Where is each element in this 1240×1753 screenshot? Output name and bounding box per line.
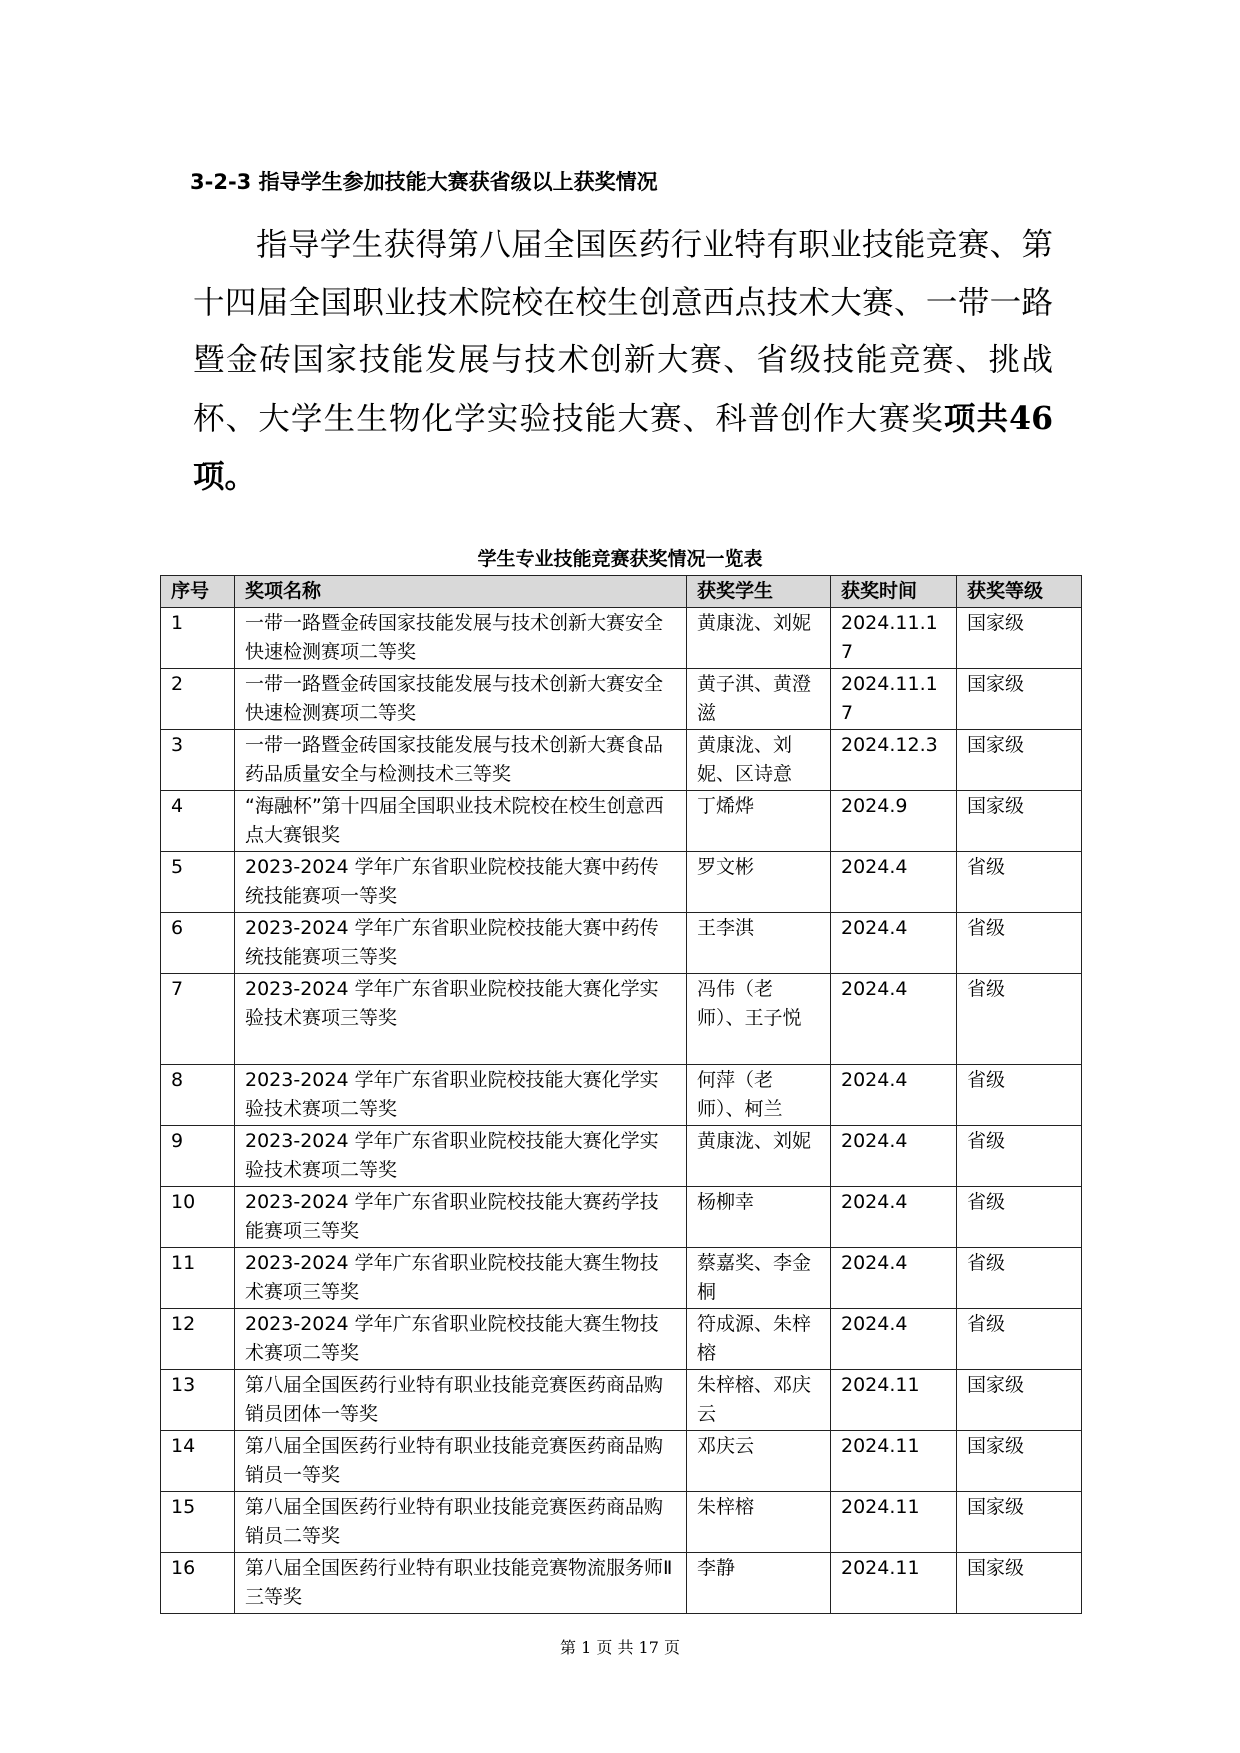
cell-time: 2024.4 — [831, 973, 957, 1064]
cell-time: 2024.11 — [831, 1552, 957, 1613]
table-row — [161, 1430, 1082, 1491]
cell-name: 2023-2024 学年广东省职业院校技能大赛生物技术赛项三等奖 — [235, 1247, 687, 1308]
cell-name: 2023-2024 学年广东省职业院校技能大赛生物技术赛项二等奖 — [235, 1308, 687, 1369]
cell-no: 2 — [161, 668, 235, 729]
table-row — [161, 1369, 1082, 1430]
cell-no: 6 — [161, 912, 235, 973]
table-row — [161, 1491, 1082, 1552]
cell-no: 15 — [161, 1491, 235, 1552]
cell-students: 冯伟（老师）、王子悦 — [687, 973, 831, 1064]
cell-level: 国家级 — [957, 668, 1082, 729]
cell-time: 2024.11 — [831, 1369, 957, 1430]
cell-no: 10 — [161, 1186, 235, 1247]
cell-level: 省级 — [957, 1247, 1082, 1308]
cell-students: 何萍（老师）、柯兰 — [687, 1064, 831, 1125]
cell-name: 第八届全国医药行业特有职业技能竞赛医药商品购销员二等奖 — [235, 1491, 687, 1552]
table-row — [161, 851, 1082, 912]
cell-level: 国家级 — [957, 790, 1082, 851]
cell-name: 第八届全国医药行业特有职业技能竞赛物流服务师Ⅱ三等奖 — [235, 1552, 687, 1613]
table-row — [161, 1125, 1082, 1186]
table-row — [161, 1308, 1082, 1369]
section-heading: 3-2-3 指导学生参加技能大赛获省级以上获奖情况 — [190, 170, 658, 194]
cell-students: 朱梓榕 — [687, 1491, 831, 1552]
cell-time: 2024.11.17 — [831, 668, 957, 729]
cell-no: 7 — [161, 973, 235, 1064]
cell-level: 省级 — [957, 1125, 1082, 1186]
cell-no: 12 — [161, 1308, 235, 1369]
awards-table — [160, 575, 1082, 1614]
cell-time: 2024.12.3 — [831, 729, 957, 790]
cell-students: 蔡嘉奖、李金桐 — [687, 1247, 831, 1308]
cell-name: 2023-2024 学年广东省职业院校技能大赛化学实验技术赛项三等奖 — [235, 973, 687, 1064]
table-row — [161, 1552, 1082, 1613]
table-caption: 学生专业技能竞赛获奖情况一览表 — [477, 548, 763, 570]
cell-time: 2024.4 — [831, 1125, 957, 1186]
intro-body: 指导学生获得第八届全国医药行业特有职业技能竞赛、第十四届全国职业技术院校在校生创意西点技术大赛、一带一路暨金砖国家技能发展与技术创新大赛、省级技能竞赛、挑战杯、大学生生物化学实验技能大赛、科普创作大赛奖 — [193, 227, 1053, 437]
cell-no: 5 — [161, 851, 235, 912]
cell-name: 一带一路暨金砖国家技能发展与技术创新大赛安全快速检测赛项二等奖 — [235, 607, 687, 668]
cell-time: 2024.4 — [831, 851, 957, 912]
cell-name: 2023-2024 学年广东省职业院校技能大赛中药传统技能赛项三等奖 — [235, 912, 687, 973]
table-row — [161, 912, 1082, 973]
cell-level: 省级 — [957, 1064, 1082, 1125]
cell-name: 第八届全国医药行业特有职业技能竞赛医药商品购销员团体一等奖 — [235, 1369, 687, 1430]
cell-level: 国家级 — [957, 1491, 1082, 1552]
cell-students: 邓庆云 — [687, 1430, 831, 1491]
cell-no: 8 — [161, 1064, 235, 1125]
table-row — [161, 973, 1082, 1064]
cell-students: 黄康泷、刘妮、区诗意 — [687, 729, 831, 790]
cell-name: 2023-2024 学年广东省职业院校技能大赛化学实验技术赛项二等奖 — [235, 1064, 687, 1125]
header-name: 奖项名称 — [235, 576, 687, 608]
table-row — [161, 729, 1082, 790]
cell-level: 国家级 — [957, 607, 1082, 668]
cell-level: 国家级 — [957, 1552, 1082, 1613]
cell-students: 符成源、朱梓榕 — [687, 1308, 831, 1369]
cell-students: 王李淇 — [687, 912, 831, 973]
cell-no: 16 — [161, 1552, 235, 1613]
cell-level: 省级 — [957, 912, 1082, 973]
page-footer: 第 1 页 共 17 页 — [560, 1638, 680, 1657]
cell-name: 2023-2024 学年广东省职业院校技能大赛化学实验技术赛项二等奖 — [235, 1125, 687, 1186]
cell-name: “海融杯”第十四届全国职业技术院校在校生创意西点大赛银奖 — [235, 790, 687, 851]
table-row — [161, 1186, 1082, 1247]
cell-students: 丁烯烨 — [687, 790, 831, 851]
cell-time: 2024.11.17 — [831, 607, 957, 668]
cell-students: 李静 — [687, 1552, 831, 1613]
intro-tail: 项共46项。 — [193, 399, 1053, 495]
cell-time: 2024.11 — [831, 1491, 957, 1552]
table-row — [161, 668, 1082, 729]
cell-name: 2023-2024 学年广东省职业院校技能大赛药学技能赛项三等奖 — [235, 1186, 687, 1247]
cell-students: 黄康泷、刘妮 — [687, 607, 831, 668]
cell-level: 国家级 — [957, 1430, 1082, 1491]
cell-time: 2024.4 — [831, 1247, 957, 1308]
intro-paragraph — [193, 217, 1053, 507]
cell-level: 省级 — [957, 851, 1082, 912]
cell-no: 13 — [161, 1369, 235, 1430]
cell-name: 第八届全国医药行业特有职业技能竞赛医药商品购销员一等奖 — [235, 1430, 687, 1491]
table-row — [161, 790, 1082, 851]
table-row — [161, 1064, 1082, 1125]
cell-level: 国家级 — [957, 1369, 1082, 1430]
cell-no: 11 — [161, 1247, 235, 1308]
cell-name: 一带一路暨金砖国家技能发展与技术创新大赛食品药品质量安全与检测技术三等奖 — [235, 729, 687, 790]
cell-students: 朱梓榕、邓庆云 — [687, 1369, 831, 1430]
cell-time: 2024.9 — [831, 790, 957, 851]
cell-level: 省级 — [957, 1186, 1082, 1247]
cell-no: 4 — [161, 790, 235, 851]
header-students: 获奖学生 — [687, 576, 831, 608]
header-level: 获奖等级 — [957, 576, 1082, 608]
header-time: 获奖时间 — [831, 576, 957, 608]
cell-time: 2024.4 — [831, 1064, 957, 1125]
cell-level: 省级 — [957, 1308, 1082, 1369]
cell-level: 省级 — [957, 973, 1082, 1064]
cell-time: 2024.4 — [831, 912, 957, 973]
cell-students: 罗文彬 — [687, 851, 831, 912]
cell-level: 国家级 — [957, 729, 1082, 790]
header-no: 序号 — [161, 576, 235, 608]
cell-time: 2024.4 — [831, 1308, 957, 1369]
cell-time: 2024.4 — [831, 1186, 957, 1247]
cell-name: 2023-2024 学年广东省职业院校技能大赛中药传统技能赛项一等奖 — [235, 851, 687, 912]
cell-students: 黄康泷、刘妮 — [687, 1125, 831, 1186]
cell-students: 黄子淇、黄澄滋 — [687, 668, 831, 729]
cell-no: 9 — [161, 1125, 235, 1186]
table-row — [161, 1247, 1082, 1308]
cell-time: 2024.11 — [831, 1430, 957, 1491]
table-header-row — [161, 576, 1082, 608]
cell-students: 杨柳幸 — [687, 1186, 831, 1247]
table-row — [161, 607, 1082, 668]
cell-no: 1 — [161, 607, 235, 668]
cell-name: 一带一路暨金砖国家技能发展与技术创新大赛安全快速检测赛项二等奖 — [235, 668, 687, 729]
cell-no: 3 — [161, 729, 235, 790]
cell-no: 14 — [161, 1430, 235, 1491]
